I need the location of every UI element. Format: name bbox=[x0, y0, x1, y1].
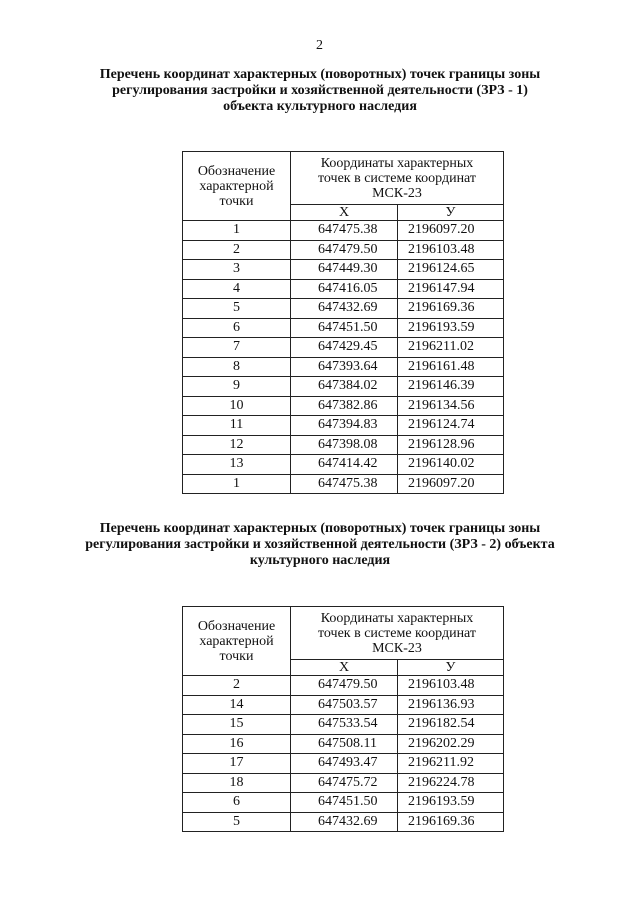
section-2-title bbox=[20, 521, 620, 569]
point-cell: 18 bbox=[183, 773, 291, 793]
table-row bbox=[183, 734, 504, 754]
point-cell: 15 bbox=[183, 715, 291, 735]
y-cell: 2196140.02 bbox=[398, 455, 504, 475]
header-line: Координаты характерных bbox=[320, 155, 474, 171]
y-cell: 2196202.29 bbox=[398, 734, 504, 754]
y-cell: 2196161.48 bbox=[398, 357, 504, 377]
table-row bbox=[183, 260, 504, 280]
x-cell: 647475.72 bbox=[291, 773, 398, 793]
x-cell: 647398.08 bbox=[291, 435, 398, 455]
x-cell: 647394.83 bbox=[291, 416, 398, 436]
x-cell: 647475.38 bbox=[291, 474, 398, 494]
table-row bbox=[183, 357, 504, 377]
x-cell: 647451.50 bbox=[291, 793, 398, 813]
title-line: регулирования застройки и хозяйственной деятельности (ЗРЗ - 2) объекта bbox=[85, 537, 555, 552]
table-row bbox=[183, 474, 504, 494]
point-cell: 13 bbox=[183, 455, 291, 475]
table-row bbox=[183, 715, 504, 735]
x-cell: 647475.38 bbox=[291, 221, 398, 241]
table-row bbox=[183, 396, 504, 416]
y-cell: 2196193.59 bbox=[398, 793, 504, 813]
header-line: точки bbox=[219, 648, 254, 664]
header-line: МСК-23 bbox=[372, 185, 422, 201]
y-cell: 2196224.78 bbox=[398, 773, 504, 793]
x-cell: 647416.05 bbox=[291, 279, 398, 299]
point-cell: 14 bbox=[183, 695, 291, 715]
point-cell: 6 bbox=[183, 318, 291, 338]
title-line: Перечень координат характерных (поворотных) точек границы зоны bbox=[99, 67, 541, 82]
coordinates-table-zrz-1 bbox=[182, 151, 504, 494]
y-column-header: У bbox=[398, 660, 504, 676]
x-cell: 647451.50 bbox=[291, 318, 398, 338]
table-row bbox=[183, 338, 504, 358]
table-row bbox=[183, 793, 504, 813]
y-cell: 2196097.20 bbox=[398, 474, 504, 494]
point-cell: 5 bbox=[183, 299, 291, 319]
table-row bbox=[183, 279, 504, 299]
table-row bbox=[183, 695, 504, 715]
x-column-header: X bbox=[291, 205, 398, 221]
x-column-header: X bbox=[291, 660, 398, 676]
y-cell: 2196103.48 bbox=[398, 240, 504, 260]
x-cell: 647393.64 bbox=[291, 357, 398, 377]
coordinates-table-zrz-2 bbox=[182, 606, 504, 832]
coordinates-column-header bbox=[291, 607, 504, 660]
header-line: точек в системе координат bbox=[317, 170, 477, 186]
title-line: культурного наследия bbox=[249, 553, 391, 568]
y-cell: 2196147.94 bbox=[398, 279, 504, 299]
point-cell: 5 bbox=[183, 812, 291, 832]
table-row bbox=[183, 299, 504, 319]
x-cell: 647493.47 bbox=[291, 754, 398, 774]
title-line: объекта культурного наследия bbox=[223, 99, 417, 114]
table-row bbox=[183, 754, 504, 774]
x-cell: 647449.30 bbox=[291, 260, 398, 280]
header-line: характерной bbox=[199, 633, 274, 649]
y-cell: 2196124.65 bbox=[398, 260, 504, 280]
point-cell: 2 bbox=[183, 676, 291, 696]
point-cell: 9 bbox=[183, 377, 291, 397]
x-cell: 647432.69 bbox=[291, 812, 398, 832]
point-cell: 3 bbox=[183, 260, 291, 280]
table-row bbox=[183, 812, 504, 832]
y-cell: 2196182.54 bbox=[398, 715, 504, 735]
header-line: характерной bbox=[199, 178, 274, 194]
table-row bbox=[183, 435, 504, 455]
title-line: Перечень координат характерных (поворотных) точек границы зоны bbox=[99, 521, 541, 536]
point-column-header bbox=[183, 607, 291, 676]
coordinates-column-header bbox=[291, 152, 504, 205]
table-row bbox=[183, 416, 504, 436]
header-line: точки bbox=[219, 193, 254, 209]
y-cell: 2196128.96 bbox=[398, 435, 504, 455]
x-cell: 647414.42 bbox=[291, 455, 398, 475]
x-cell: 647508.11 bbox=[291, 734, 398, 754]
y-cell: 2196211.92 bbox=[398, 754, 504, 774]
table-row bbox=[183, 773, 504, 793]
x-cell: 647533.54 bbox=[291, 715, 398, 735]
header-line: Обозначение bbox=[197, 163, 276, 179]
y-cell: 2196211.02 bbox=[398, 338, 504, 358]
table-row bbox=[183, 240, 504, 260]
point-cell: 12 bbox=[183, 435, 291, 455]
point-cell: 11 bbox=[183, 416, 291, 436]
point-cell: 6 bbox=[183, 793, 291, 813]
y-cell: 2196169.36 bbox=[398, 299, 504, 319]
x-cell: 647384.02 bbox=[291, 377, 398, 397]
y-cell: 2196103.48 bbox=[398, 676, 504, 696]
header-line: Обозначение bbox=[197, 618, 276, 634]
table-row bbox=[183, 676, 504, 696]
point-cell: 4 bbox=[183, 279, 291, 299]
point-cell: 7 bbox=[183, 338, 291, 358]
point-column-header bbox=[183, 152, 291, 221]
section-1-title bbox=[20, 67, 620, 115]
x-cell: 647382.86 bbox=[291, 396, 398, 416]
header-line: Координаты характерных bbox=[320, 610, 474, 626]
header-line: МСК-23 bbox=[372, 640, 422, 656]
x-cell: 647479.50 bbox=[291, 240, 398, 260]
title-line: регулирования застройки и хозяйственной деятельности (ЗРЗ - 1) bbox=[112, 83, 528, 98]
point-cell: 10 bbox=[183, 396, 291, 416]
y-cell: 2196146.39 bbox=[398, 377, 504, 397]
x-cell: 647479.50 bbox=[291, 676, 398, 696]
point-cell: 16 bbox=[183, 734, 291, 754]
point-cell: 2 bbox=[183, 240, 291, 260]
point-cell: 1 bbox=[183, 474, 291, 494]
x-cell: 647503.57 bbox=[291, 695, 398, 715]
y-cell: 2196193.59 bbox=[398, 318, 504, 338]
page-number: 2 bbox=[316, 38, 323, 53]
x-cell: 647429.45 bbox=[291, 338, 398, 358]
x-cell: 647432.69 bbox=[291, 299, 398, 319]
point-cell: 8 bbox=[183, 357, 291, 377]
table-row bbox=[183, 455, 504, 475]
table-row bbox=[183, 377, 504, 397]
y-cell: 2196097.20 bbox=[398, 221, 504, 241]
y-cell: 2196134.56 bbox=[398, 396, 504, 416]
y-cell: 2196169.36 bbox=[398, 812, 504, 832]
point-cell: 1 bbox=[183, 221, 291, 241]
table-row bbox=[183, 221, 504, 241]
table-row bbox=[183, 318, 504, 338]
point-cell: 17 bbox=[183, 754, 291, 774]
y-cell: 2196136.93 bbox=[398, 695, 504, 715]
header-line: точек в системе координат bbox=[317, 625, 477, 641]
y-column-header: У bbox=[398, 205, 504, 221]
y-cell: 2196124.74 bbox=[398, 416, 504, 436]
